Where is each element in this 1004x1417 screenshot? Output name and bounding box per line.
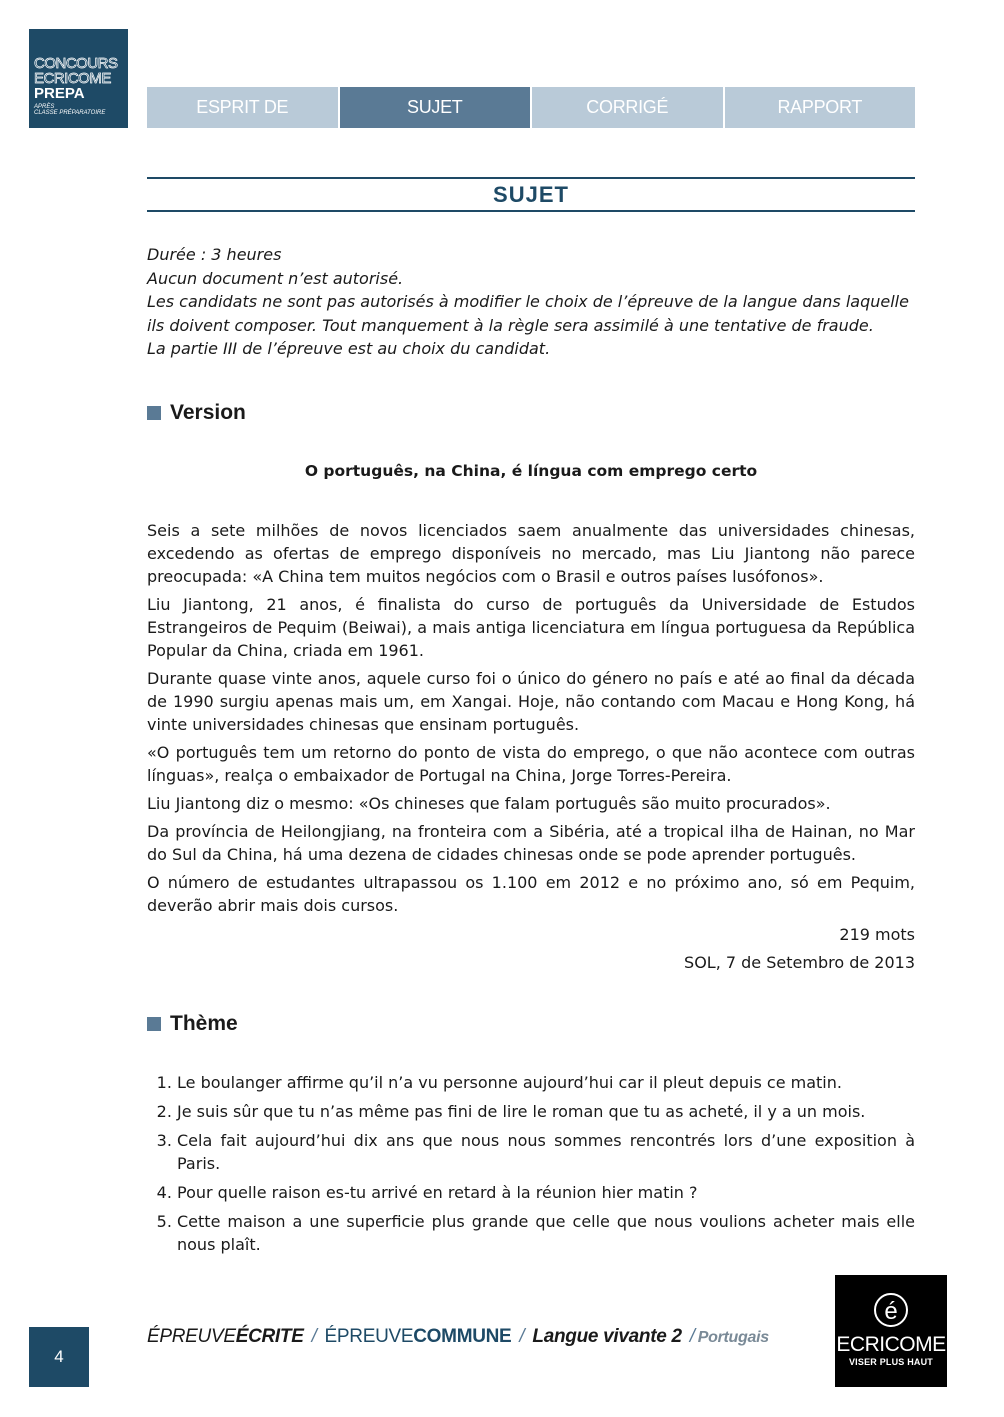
article-paragraph: Liu Jiantong diz o mesmo: «Os chineses que falam português são muito procurados». (147, 794, 831, 813)
theme-list (147, 1071, 915, 1262)
square-bullet-icon (147, 1017, 161, 1031)
instruction-part-three: La partie III de l’épreuve est au choix du candidat. (147, 339, 551, 358)
logo-line-classe: CLASSE PRÉPARATOIRE (34, 110, 106, 116)
article-source: SOL, 7 de Setembro de 2013 (684, 953, 915, 972)
logo-line-apres: APRÈS (34, 104, 55, 110)
theme-heading-label: Thème (170, 1012, 238, 1035)
footer-epreuve-2: ÉPREUVE (324, 1326, 414, 1347)
article-paragraph: Seis a sete milhões de novos licenciados saem anualmente das universidades chinesas, excedendo as ofertas de emprego disponíveis no mercado, mas Liu Jiantong não parece preocupada: «A China tem muitos negócios com o Brasil e outros países lusófonos». (147, 521, 915, 586)
version-heading (147, 401, 246, 425)
tab-rapport[interactable]: RAPPORT (725, 87, 916, 128)
footer-separator: / (519, 1326, 525, 1347)
footer-ecrite: ÉCRITE (235, 1326, 304, 1347)
logo-tagline: VISER PLUS HAUT (848, 1357, 933, 1367)
list-item: 4. Pour quelle raison es-tu arrivé en retard à la réunion hier matin ? (177, 1181, 915, 1204)
footer-separator: / (311, 1326, 317, 1347)
version-heading-label: Version (170, 401, 246, 424)
article-body (147, 519, 915, 979)
instruction-language: Les candidats ne sont pas autorisés à modifier le choix de l’épreuve de la langue dans laquelle ils doivent composer. Tout manquement à la règle sera assimilé à une tentative de fraude. (147, 292, 909, 335)
list-item: 3. Cela fait aujourd’hui dix ans que nous nous sommes rencontrés lors d’une exposition à Paris. (177, 1129, 915, 1175)
list-item: 2. Je suis sûr que tu n’as même pas fini de lire le roman que tu as acheté, il y a un mois. (177, 1100, 915, 1123)
tab-esprit[interactable]: ESPRIT DE L’ÉPREUVE (147, 87, 338, 128)
theme-heading (147, 1012, 238, 1036)
exam-instructions (147, 243, 915, 361)
list-item: 5. Cette maison a une superficie plus grande que celle que nous voulions acheter mais elle nous plaît. (177, 1210, 915, 1256)
footer-langue: Langue vivante 2 (532, 1326, 682, 1347)
page-title: SUJET (147, 177, 915, 212)
article-paragraph: O número de estudantes ultrapassou os 1.100 em 2012 e no próximo ano, só em Pequim, deverão abrir mais dois cursos. (147, 873, 915, 915)
section-tabs (147, 87, 915, 158)
page-number: 4 (29, 1327, 89, 1387)
concours-logo (29, 29, 128, 128)
square-bullet-icon (147, 406, 161, 420)
tab-corrige[interactable]: CORRIGÉ (532, 87, 723, 128)
footer-breadcrumb (147, 1326, 769, 1348)
footer-commune: COMMUNE (413, 1326, 512, 1347)
tab-sujet[interactable]: SUJET (340, 87, 531, 128)
article-paragraph: Durante quase vinte anos, aquele curso foi o único do género no país e até ao final da década de 1990 surgiu apenas mais um, em Xangai. Hoje, não contando com Macau e Hong Kong, há vinte universidades chinesas que ensinam português. (147, 669, 915, 734)
ecricome-e-icon: é (874, 1293, 908, 1327)
footer-epreuve: ÉPREUVE (147, 1326, 236, 1347)
article-paragraph: Da província de Heilongjiang, na fronteira com a Sibéria, até a tropical ilha de Hainan, no Mar do Sul da China, há uma dezena de cidades chinesas onde se pode aprender português. (147, 822, 915, 864)
footer-separator: / (689, 1326, 695, 1347)
list-item: 1. Le boulanger affirme qu’il n’a vu personne aujourd’hui car il pleut depuis ce matin. (177, 1071, 915, 1094)
word-count: 219 mots (839, 925, 915, 944)
instruction-duration: Durée : 3 heures (147, 245, 282, 264)
article-paragraph: «O português tem um retorno do ponto de vista do emprego, o que não acontece com outras línguas», realça o embaixador de Portugal na China, Jorge Torres-Pereira. (147, 743, 915, 785)
instruction-documents: Aucun document n’est autorisé. (147, 268, 404, 288)
article-paragraph: Liu Jiantong, 21 anos, é finalista do curso de português da Universidade de Estudos Estrangeiros de Pequim (Beiwai), a mais antiga licenciatura em língua portuguesa da República Popular da China, criada em 1961. (147, 595, 915, 660)
logo-line-concours: CONCOURS (34, 55, 118, 72)
footer-language-name: Portugais (697, 1329, 769, 1346)
ecricome-logo (835, 1275, 947, 1387)
logo-line-ecricome: ECRICOME (34, 70, 111, 87)
logo-line-prepa: PREPA (34, 85, 85, 102)
logo-name: ECRICOME (836, 1333, 946, 1356)
article-title: O português, na China, é língua com emprego certo (304, 462, 758, 480)
